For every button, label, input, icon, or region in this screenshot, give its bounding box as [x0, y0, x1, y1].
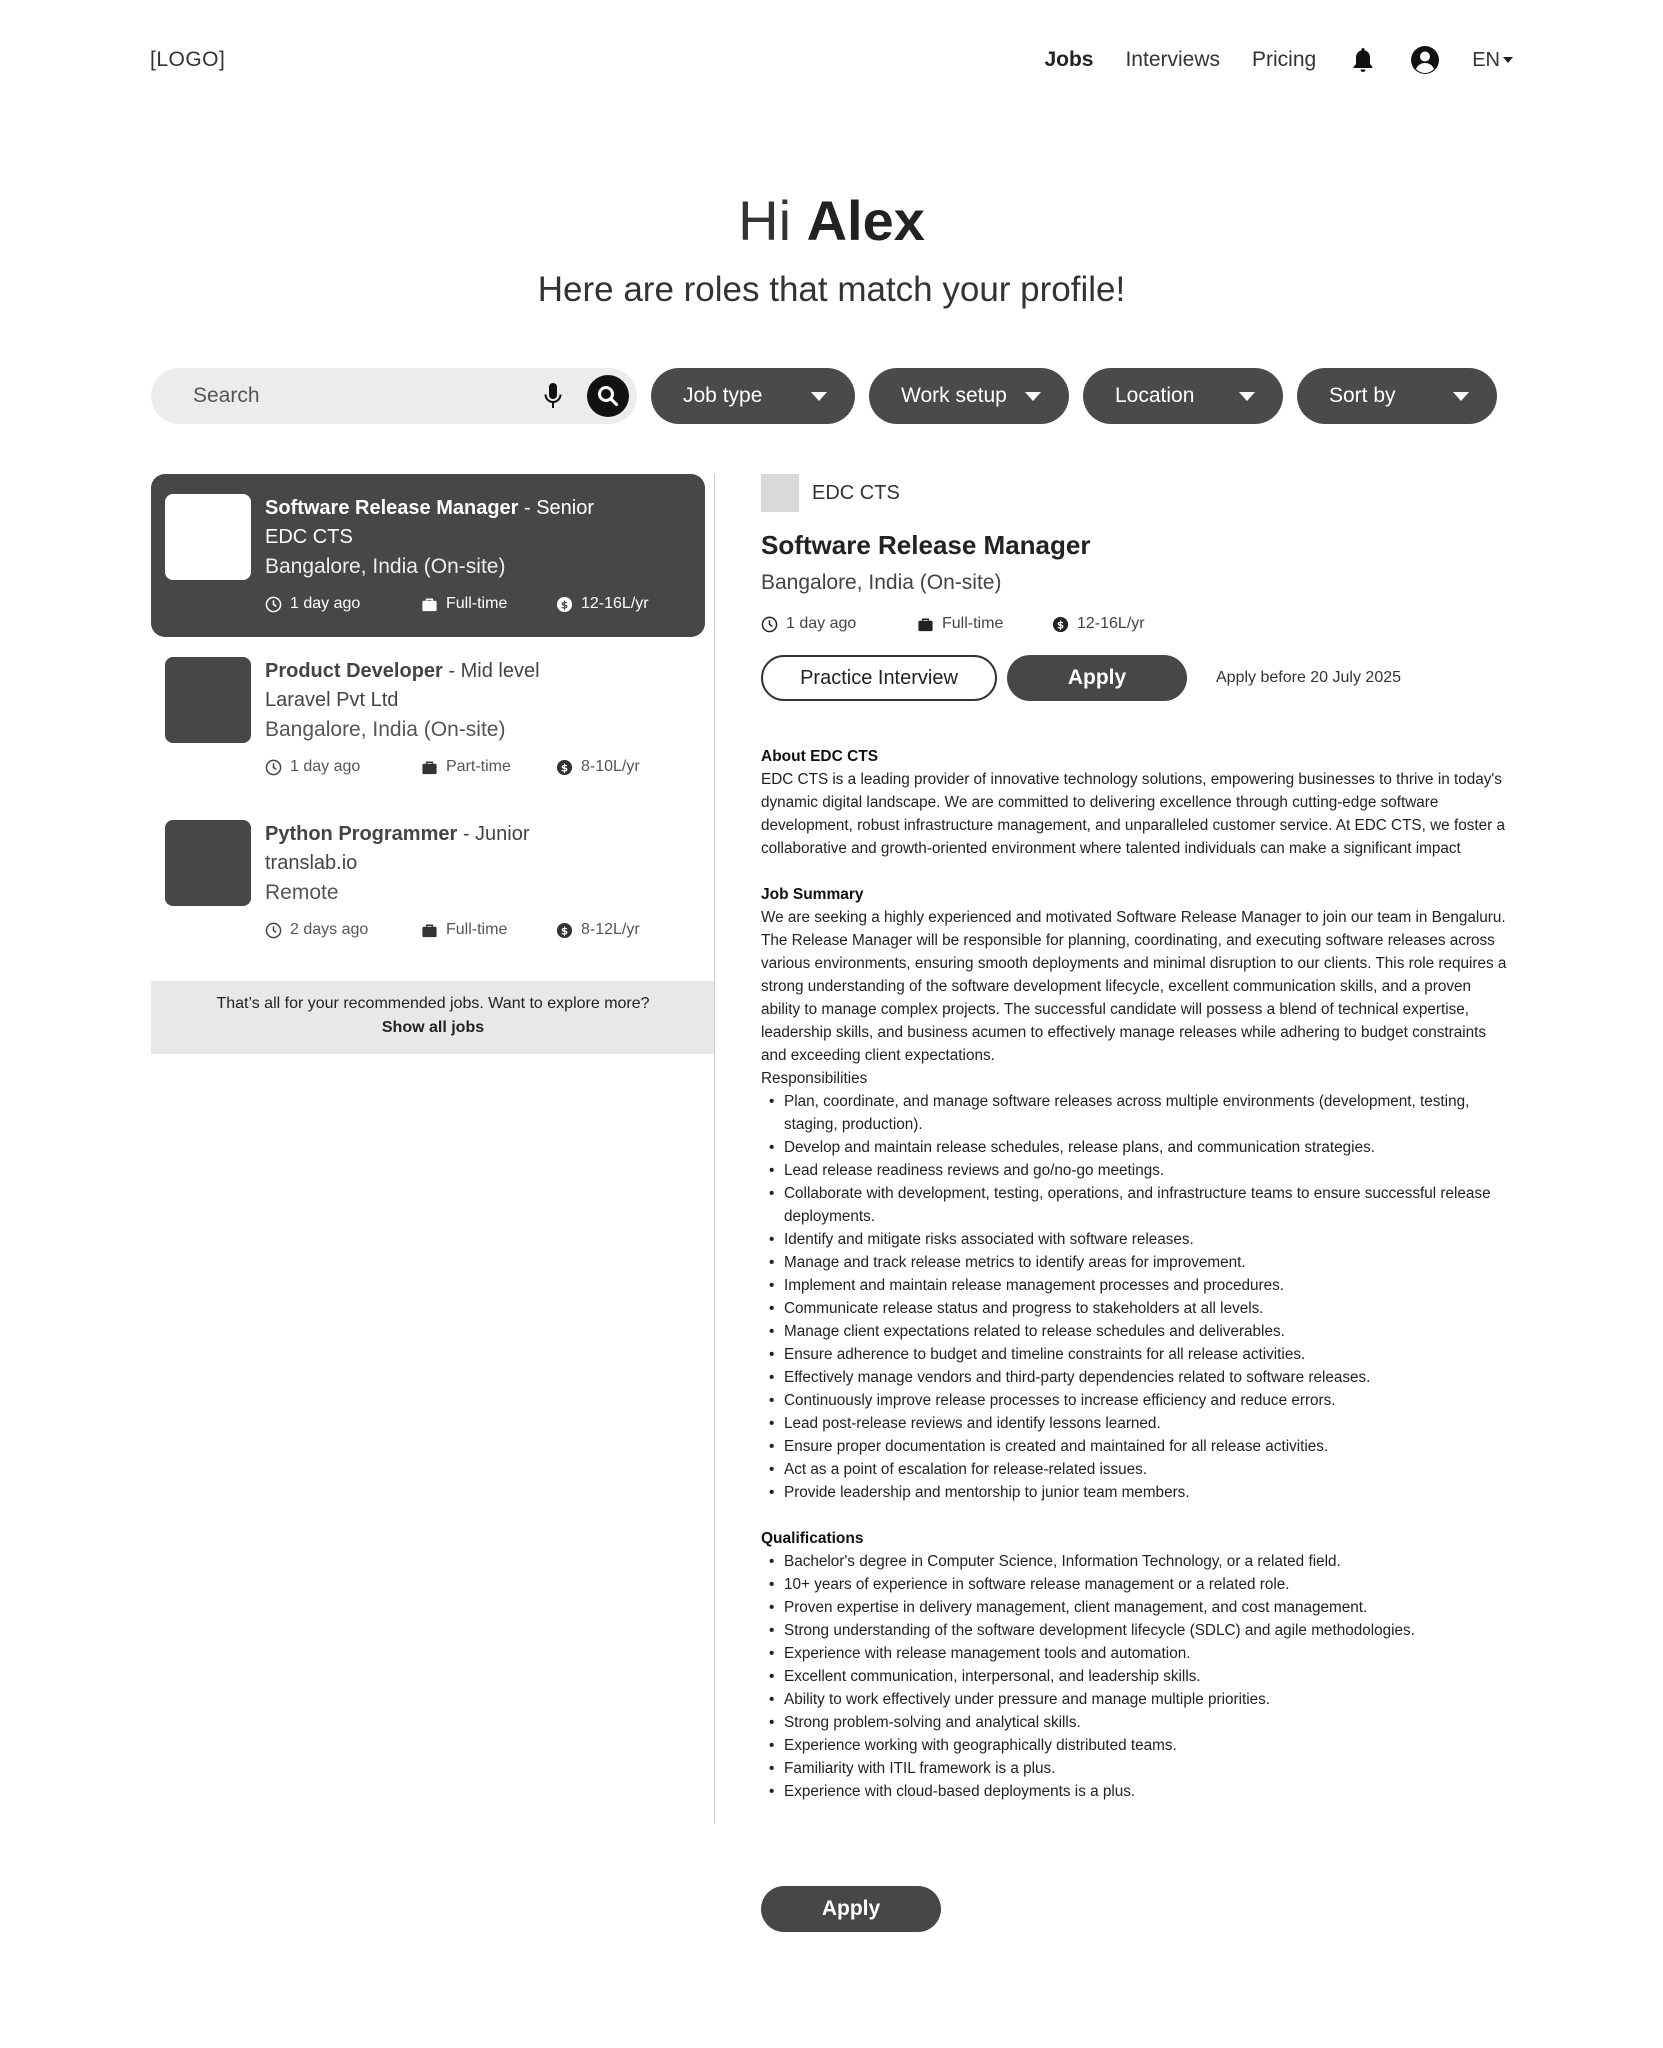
list-item: • Ability to work effectively under pressure and manage multiple priorities. — [761, 1688, 1513, 1711]
job-meta — [265, 921, 640, 939]
list-item: • Familiarity with ITIL framework is a plus. — [761, 1757, 1513, 1780]
list-item: • Lead post-release reviews and identify lessons learned. — [761, 1412, 1513, 1435]
job-type: Part-time — [446, 758, 511, 775]
show-all-jobs-link[interactable]: Show all jobs — [381, 1019, 485, 1036]
job-title: Product Developer — [265, 660, 443, 682]
list-item: • Identify and mitigate risks associated with software releases. — [761, 1228, 1513, 1251]
location-label: Location — [1115, 384, 1195, 407]
practice-interview-button[interactable]: Practice Interview — [761, 655, 997, 701]
briefcase-icon — [421, 922, 438, 939]
job-card[interactable] — [151, 800, 705, 963]
search-bar[interactable] — [151, 368, 637, 424]
about-heading: About EDC CTS — [761, 748, 879, 765]
money-icon — [556, 596, 573, 613]
posted-time: 2 days ago — [290, 921, 369, 938]
summary-heading: Job Summary — [761, 886, 864, 903]
job-location: Bangalore, India (On-site) — [265, 555, 506, 578]
list-item: • Experience working with geographically distributed teams. — [761, 1734, 1513, 1757]
briefcase-icon — [421, 759, 438, 776]
list-item: • Manage and track release metrics to identify areas for improvement. — [761, 1251, 1513, 1274]
list-item: • Act as a point of escalation for release-related issues. — [761, 1458, 1513, 1481]
svg-text:$: $ — [560, 598, 569, 611]
company-logo — [165, 820, 251, 906]
money-icon — [556, 759, 573, 776]
list-end-message: That’s all for your recommended jobs. Want to explore more? — [216, 995, 650, 1012]
job-level: - Junior — [457, 823, 530, 845]
job-meta — [265, 758, 640, 776]
list-item: • Lead release readiness reviews and go/no-go meetings. — [761, 1159, 1513, 1182]
detail-company-name: EDC CTS — [812, 481, 900, 504]
job-type: Full-time — [942, 615, 1004, 632]
summary-text: We are seeking a highly experienced and motivated Software Release Manager to join our team in Bengaluru. The Release Manager will be responsible for planning, coordinating, and executing software releases across various environments, ensuring smooth deployments and minimal disruption to our clients. This role requires a strong understanding of the software development lifecycle, excellent communication skills, and a proven ability to manage complex projects. The successful candidate will possess a blend of technical expertise, leadership skills, and business acumen to effectively manage releases while adhering to budget constraints and exceeding client expectations. — [761, 909, 1507, 1064]
list-item: • Collaborate with development, testing, operations, and infrastructure teams to ensure successful release deployments. — [761, 1182, 1513, 1228]
job-detail-panel — [761, 474, 1513, 1826]
job-title: Python Programmer — [265, 823, 458, 845]
list-item: • Ensure proper documentation is created and maintained for all release activities. — [761, 1435, 1513, 1458]
salary: 12-16L/yr — [1077, 615, 1145, 632]
language-selector[interactable] — [1472, 49, 1513, 72]
greeting-word: Hi — [738, 189, 792, 252]
job-type: Full-time — [446, 921, 508, 938]
salary: 12-16L/yr — [581, 595, 649, 612]
filter-bar — [151, 368, 1497, 424]
nav-jobs[interactable]: Jobs — [1044, 48, 1094, 71]
responsibilities-heading: Responsibilities — [761, 1070, 868, 1087]
posted-time: 1 day ago — [290, 595, 361, 612]
company-logo — [761, 474, 799, 512]
list-item: • Communicate release status and progress to stakeholders at all levels. — [761, 1297, 1513, 1320]
salary: 8-12L/yr — [581, 921, 640, 938]
summary-section — [761, 883, 1513, 1504]
logo[interactable]: [LOGO] — [150, 48, 226, 71]
list-item: • Provide leadership and mentorship to junior team members. — [761, 1481, 1513, 1504]
detail-meta — [761, 615, 1513, 633]
work-setup-label: Work setup — [901, 384, 1007, 407]
clock-icon — [265, 759, 282, 776]
list-item: • Develop and maintain release schedules, release plans, and communication strategies. — [761, 1136, 1513, 1159]
microphone-icon[interactable] — [541, 381, 565, 411]
list-item: • Ensure adherence to budget and timeline constraints for all release activities. — [761, 1343, 1513, 1366]
about-text: EDC CTS is a leading provider of innovative technology solutions, empowering businesses to thrive in today's dynamic digital landscape. We are committed to delivering excellence through cutting-edge software development, robust infrastructure management, and unparalleled customer service. At EDC CTS, we foster a collaborative and growth-oriented environment where talented individuals can make a significant impact — [761, 771, 1505, 857]
list-end-banner — [151, 981, 715, 1054]
clock-icon — [265, 922, 282, 939]
company-logo — [165, 657, 251, 743]
list-item: • 10+ years of experience in software release management or a related role. — [761, 1573, 1513, 1596]
main-nav — [1044, 45, 1513, 75]
job-type-dropdown[interactable] — [651, 368, 855, 424]
list-item: • Implement and maintain release management processes and procedures. — [761, 1274, 1513, 1297]
user-avatar-icon[interactable] — [1410, 45, 1440, 75]
nav-interviews[interactable]: Interviews — [1125, 48, 1220, 71]
job-location: Bangalore, India (On-site) — [265, 718, 506, 741]
nav-pricing[interactable]: Pricing — [1252, 48, 1317, 71]
list-item: • Manage client expectations related to release schedules and deliverables. — [761, 1320, 1513, 1343]
job-card[interactable] — [151, 474, 705, 637]
caret-down-icon — [1239, 392, 1255, 401]
detail-company-row — [761, 474, 1513, 512]
location-dropdown[interactable] — [1083, 368, 1283, 424]
job-card[interactable] — [151, 637, 705, 800]
job-title-line — [265, 494, 649, 523]
caret-down-icon — [1503, 57, 1513, 63]
company-logo — [165, 494, 251, 580]
svg-text:$: $ — [560, 924, 569, 937]
salary: 8-10L/yr — [581, 758, 640, 775]
posted-time: 1 day ago — [290, 758, 361, 775]
job-title: Software Release Manager — [265, 497, 519, 519]
list-item: • Strong understanding of the software development lifecycle (SDLC) and agile methodologies. — [761, 1619, 1513, 1642]
greeting-heading — [0, 190, 1663, 252]
svg-text:$: $ — [1056, 618, 1065, 631]
clock-icon — [265, 596, 282, 613]
job-level: - Mid level — [442, 660, 540, 682]
search-icon — [597, 385, 619, 407]
money-icon — [1052, 616, 1069, 633]
briefcase-icon — [421, 596, 438, 613]
list-item: • Proven expertise in delivery management, client management, and cost management. — [761, 1596, 1513, 1619]
list-item: • Effectively manage vendors and third-party dependencies related to software releases. — [761, 1366, 1513, 1389]
job-type: Full-time — [446, 595, 508, 612]
apply-button[interactable]: Apply — [1007, 655, 1187, 701]
caret-down-icon — [811, 392, 827, 401]
language-label: EN — [1472, 48, 1500, 71]
user-name: Alex — [806, 189, 925, 252]
qualifications-section — [761, 1527, 1513, 1803]
caret-down-icon — [1025, 392, 1041, 401]
sort-by-label: Sort by — [1329, 384, 1396, 407]
qualifications-list — [761, 1550, 1513, 1803]
apply-button-bottom[interactable]: Apply — [761, 1886, 941, 1932]
list-item: • Bachelor's degree in Computer Science, Information Technology, or a related field. — [761, 1550, 1513, 1573]
briefcase-icon — [917, 616, 934, 633]
search-input[interactable]: Search — [193, 384, 260, 407]
sort-by-dropdown[interactable] — [1297, 368, 1497, 424]
top-header — [150, 40, 1513, 80]
money-icon — [556, 922, 573, 939]
list-item: • Experience with release management tools and automation. — [761, 1642, 1513, 1665]
list-item: • Plan, coordinate, and manage software releases across multiple environments (development, testing, staging, production). — [761, 1090, 1513, 1136]
job-type-label: Job type — [683, 384, 763, 407]
job-location: Remote — [265, 881, 339, 904]
job-title-line — [265, 820, 640, 849]
company-name: Laravel Pvt Ltd — [265, 689, 399, 711]
list-item: • Strong problem-solving and analytical skills. — [761, 1711, 1513, 1734]
detail-actions — [761, 655, 1513, 701]
detail-job-title: Software Release Manager — [761, 530, 1091, 560]
company-name: translab.io — [265, 852, 358, 874]
bell-icon[interactable] — [1348, 45, 1378, 75]
list-item: • Continuously improve release processes to increase efficiency and reduce errors. — [761, 1389, 1513, 1412]
search-button[interactable] — [587, 375, 629, 417]
work-setup-dropdown[interactable] — [869, 368, 1069, 424]
caret-down-icon — [1453, 392, 1469, 401]
job-title-line — [265, 657, 640, 686]
hero-subtitle: Here are roles that match your profile! — [537, 269, 1126, 309]
job-level: - Senior — [518, 497, 595, 519]
about-section — [761, 745, 1513, 860]
clock-icon — [761, 616, 778, 633]
svg-text:$: $ — [560, 761, 569, 774]
list-item: • Experience with cloud-based deployments is a plus. — [761, 1780, 1513, 1803]
detail-location: Bangalore, India (On-site) — [761, 571, 1002, 594]
column-divider — [714, 474, 715, 1824]
qualifications-heading: Qualifications — [761, 1530, 864, 1547]
job-list — [151, 474, 705, 1036]
job-meta — [265, 595, 649, 613]
company-name: EDC CTS — [265, 526, 353, 548]
list-item: • Excellent communication, interpersonal, and leadership skills. — [761, 1665, 1513, 1688]
job-description — [761, 745, 1513, 1803]
posted-time: 1 day ago — [786, 615, 857, 632]
apply-deadline: Apply before 20 July 2025 — [1216, 669, 1402, 686]
responsibilities-list — [761, 1090, 1513, 1504]
hero — [0, 190, 1663, 310]
